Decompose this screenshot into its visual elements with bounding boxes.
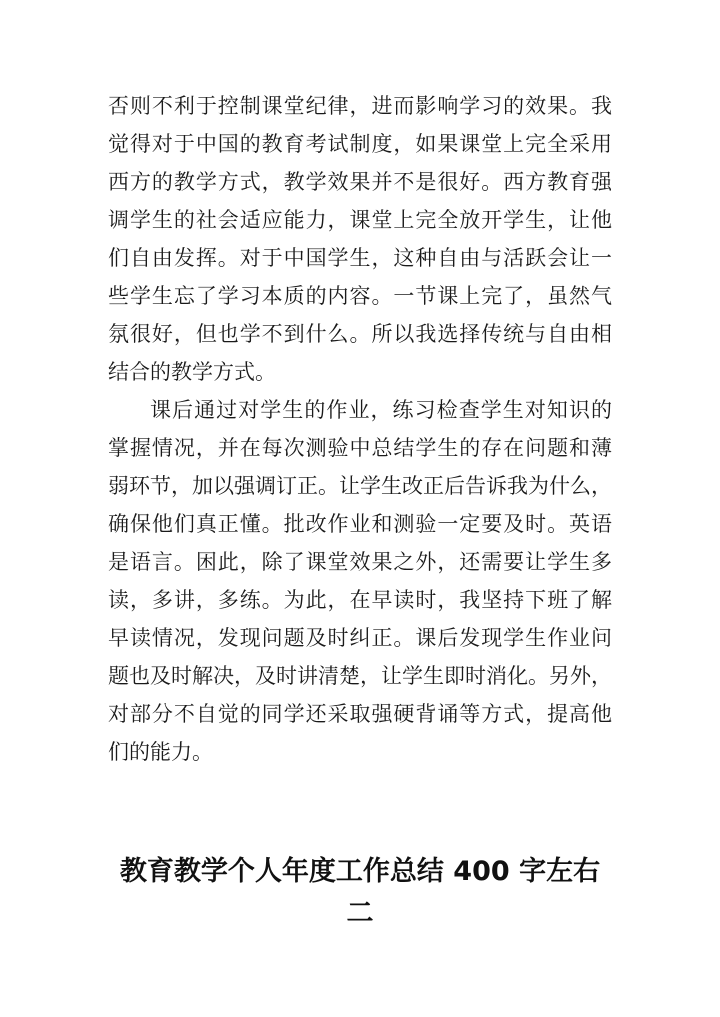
text-line: 们的能力。: [108, 740, 213, 764]
text-line: 调学生的社会适应能力，课堂上完全放开学生，让他: [108, 208, 612, 232]
text-line-first: 课后通过对学生的作业，练习检查学生对知识的: [150, 398, 612, 422]
text-line: 觉得对于中国的教育考试制度，如果课堂上完全采用: [108, 132, 612, 156]
text-line: 弱环节，加以强调订正。让学生改正后告诉我为什么，: [108, 474, 612, 498]
text-line: 西方的教学方式，教学效果并不是很好。西方教育强: [108, 170, 612, 194]
text-line: 们自由发挥。对于中国学生，这种自由与活跃会让一: [108, 246, 612, 270]
text-line: 对部分不自觉的同学还采取强硬背诵等方式，提高他: [108, 702, 612, 726]
text-line: 些学生忘了学习本质的内容。一节课上完了，虽然气: [108, 284, 612, 308]
text-line: 否则不利于控制课堂纪律，进而影响学习的效果。我: [108, 94, 612, 118]
text-line: 是语言。困此，除了课堂效果之外，还需要让学生多: [108, 550, 612, 574]
text-line: 掌握情况，并在每次测验中总结学生的存在问题和薄: [108, 436, 612, 460]
text-line: 结合的教学方式。: [108, 360, 276, 384]
text-line: 确保他们真正懂。批改作业和测验一定要及时。英语: [108, 512, 612, 536]
section-heading-line-1: 教育教学个人年度工作总结 400 字左右: [119, 856, 601, 887]
text-line: 早读情况，发现问题及时纠正。课后发现学生作业问: [108, 626, 612, 650]
text-line: 读，多讲，多练。为此，在早读时，我坚持下班了解: [108, 588, 612, 612]
text-line: 氛很好，但也学不到什么。所以我选择传统与自由相: [108, 322, 612, 346]
text-line: 题也及时解决，及时讲清楚，让学生即时消化。另外，: [108, 664, 612, 688]
section-heading-line-2: 二: [346, 898, 374, 929]
